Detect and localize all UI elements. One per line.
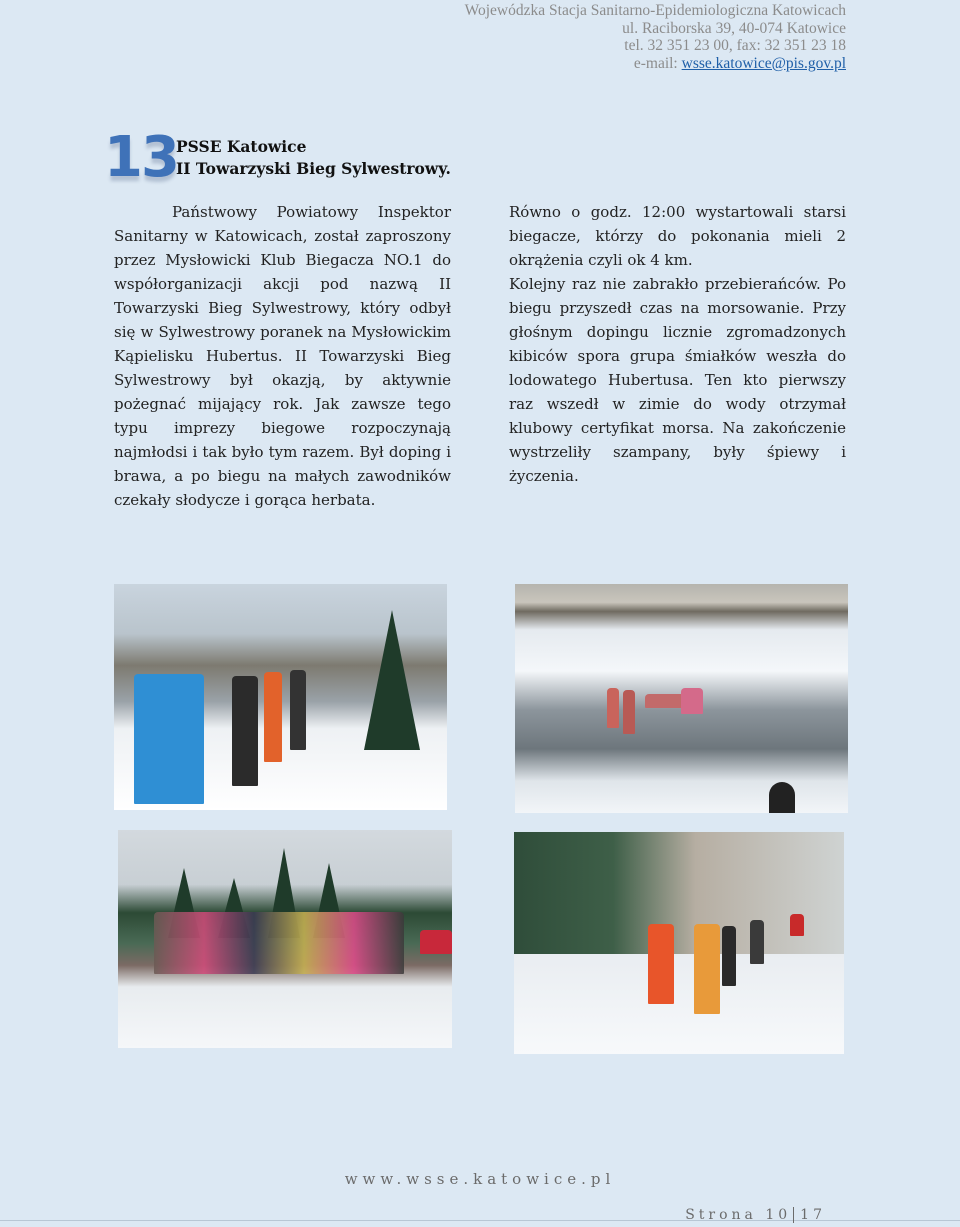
page-label: Strona	[685, 1207, 757, 1223]
photo-car-shape	[420, 930, 452, 954]
photo-runner-shape	[264, 672, 282, 762]
photo-bather-shape	[607, 688, 619, 728]
header-phone: tel. 32 351 23 00, fax: 32 351 23 18	[624, 37, 846, 54]
photo-bather-shape	[623, 690, 635, 734]
footer-website: www.wsse.katowice.pl	[344, 1170, 616, 1188]
photo-runner-shape	[750, 920, 764, 964]
article-title: II Towarzyski Bieg Sylwestrowy.	[176, 159, 451, 178]
page-number	[685, 1207, 826, 1223]
photo-ice-bathers	[515, 584, 848, 813]
article-number: 13	[104, 125, 178, 190]
photo-runner-shape	[648, 924, 674, 1004]
header-address: ul. Raciborska 39, 40-074 Katowice	[622, 19, 846, 37]
total-pages: 17	[800, 1207, 826, 1223]
header-email-row	[465, 55, 846, 73]
photo-tree-shape	[364, 610, 420, 750]
photo-bather-shape	[681, 688, 703, 714]
article-left-paragraph: Państwowy Powiatowy Inspektor Sanitarny w Katowicach, został zaproszony przez Mysłowicki Klub Biegacza NO.1 do współorganizacji akcji pod nazwą II Towarzyski Bieg Sylwestrowy, który odbył się w Sylwestrowy poranek na Mysłowickim Kąpielisku Hubertus. II Towarzyski Bieg Sylwestrowy był okazją, by aktywnie pożegnać mijający rok. Jak zawsze tego typu imprezy biegowe rozpoczynają najmłodsi i tak było tym razem. Był doping i brawa, a po biegu na małych zawodników czekały słodycze i gorąca herbata.	[114, 203, 451, 509]
header-institution: Wojewódzka Stacja Sanitarno-Epidemiologiczna Katowicach	[464, 2, 846, 19]
photo-runner-shape	[790, 914, 804, 936]
article-left-column	[114, 200, 451, 512]
photo-runners-on-path	[114, 584, 447, 810]
header-email-label: e-mail:	[633, 54, 682, 72]
photo-finishing-runners	[514, 832, 844, 1054]
photo-runner-shape	[722, 926, 736, 986]
photo-runner-shape	[290, 670, 306, 750]
article-right-column	[509, 200, 846, 488]
current-page: 10	[765, 1207, 792, 1223]
photo-runner-shape	[232, 676, 258, 786]
photo-group-of-participants	[118, 830, 452, 1048]
photo-runner-shape	[694, 924, 720, 1014]
article-right-paragraph-2: Kolejny raz nie zabrakło przebierańców. Po biegu przyszedł czas na morsowanie. Przy głośnym dopingu licznie zgromadzonych kibiców spora grupa śmiałków weszła do lodowatego Hubertusa. Ten kto pierwszy raz wszedł w zimie do wody otrzymał klubowy certyfikat morsa. Na zakończenie wystrzeliły szampany, były śpiewy i życzenia.	[509, 275, 846, 485]
photo-runner-shape	[134, 674, 204, 804]
photo-spectator-shape	[769, 782, 795, 813]
page-header	[465, 2, 846, 72]
article-heading	[176, 136, 451, 180]
article-right-paragraph-1: Równo o godz. 12:00 wystartowali starsi biegacze, którzy do pokonania mieli 2 okrążenia czyli ok 4 km.	[509, 203, 846, 269]
photo-group-shape	[154, 912, 404, 974]
photo-bather-shape	[645, 694, 685, 708]
header-email-link[interactable]: wsse.katowice@pis.gov.pl	[681, 54, 846, 72]
article-org: PSSE Katowice	[176, 137, 307, 156]
